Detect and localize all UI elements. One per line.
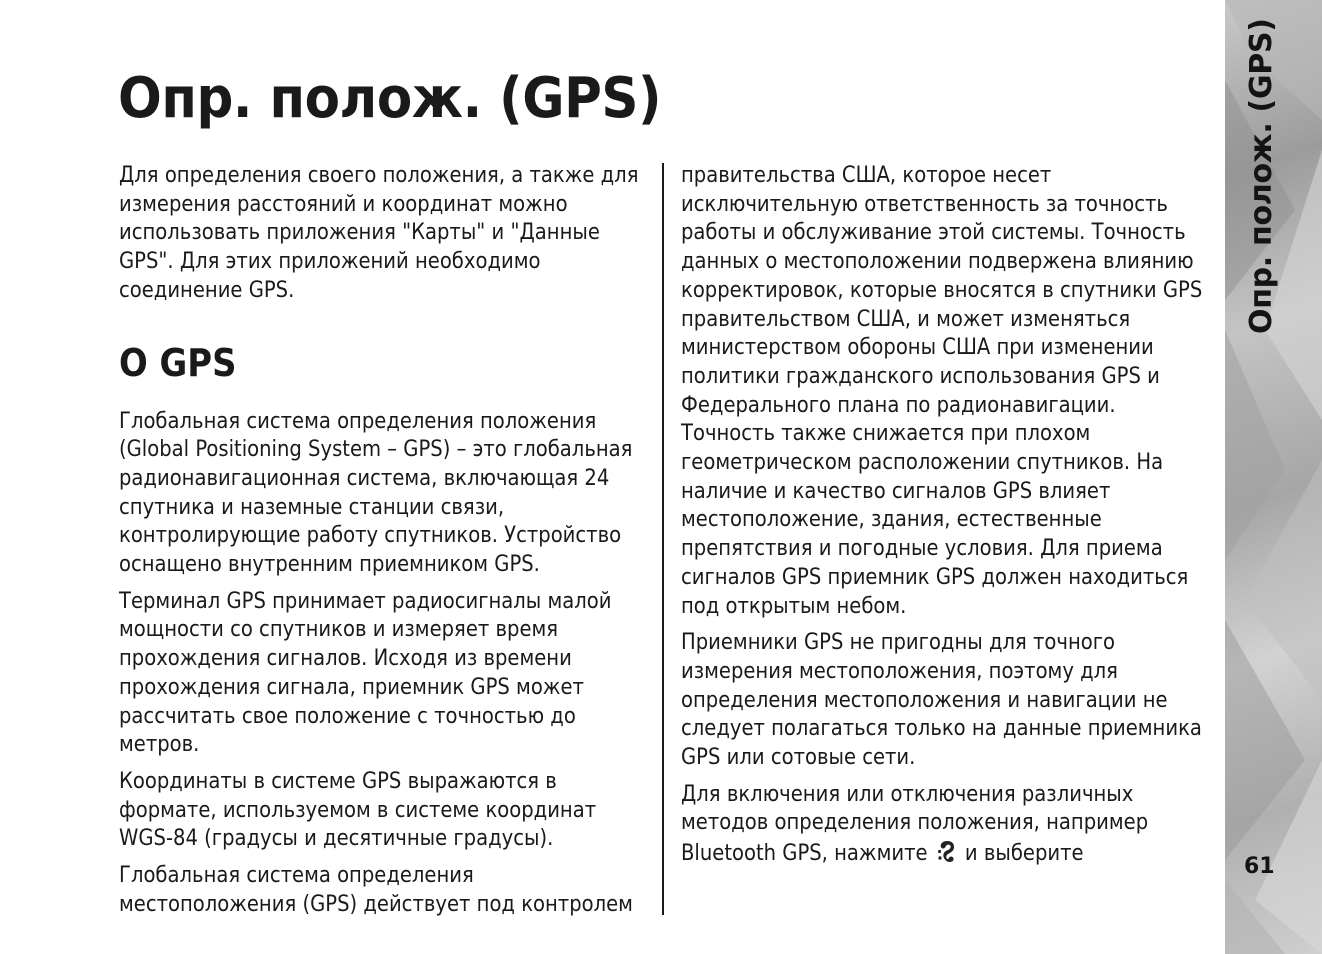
page-number: 61 [1244, 854, 1275, 879]
paragraph-positioning-methods [681, 781, 1206, 869]
paragraph-gps-terminal: Терминал GPS принимает радиосигналы малой мощности со спутников и измеряет время прохождения сигналов. Исходя из времени прохождения сигнала, приемник GPS может рассчитать свое положение с точностью до метров. [119, 588, 612, 758]
right-column [681, 162, 1271, 877]
side-tab-title-text: Опр. полож. (GPS) [1244, 18, 1279, 334]
paragraph-gps-definition: Глобальная система определения положения (Global Positioning System – GPS) – это глобальная радионавигационная система, включающая 24 спутника и наземные станции связи, контролирующие работу спутников. Устройство оснащено внутренним приемником GPS. [119, 408, 633, 578]
page-title: Опр. полож. (GPS) [118, 66, 662, 131]
section-heading: О GPS [119, 340, 237, 385]
menu-key-icon [933, 838, 960, 866]
paragraph-gps-control: Глобальная система определения местоположения (GPS) действует под контролем [119, 863, 633, 917]
positioning-text-after: и выберите [964, 841, 1084, 867]
paragraph-gps-accuracy: правительства США, которое несет исключительную ответственность за точность работы и обслуживание этой системы. Точность данных о местоположении подвержена влиянию корректировок, которые вносятся в спутники GPS правительством США, и может изменяться министерством обороны США при изменении политики гражданского использования GPS и Федерального плана по радионавигации. Точность также снижается при плохом геометрическом расположении спутников. На наличие и качество сигналов GPS влияет местоположение, здания, естественные препятствия и погодные условия. Для приема сигналов GPS приемник GPS должен находиться под открытым небом. [681, 163, 1203, 619]
positioning-text-before: Для включения или отключения различных методов определения положения, например Bluetooth GPS, нажмите [681, 781, 1149, 867]
side-tab-title [1242, 18, 1282, 334]
paragraph-gps-coordinates: Координаты в системе GPS выражаются в формате, используемом в системе координат WGS-84 (градусы и десятичные градусы). [119, 768, 597, 852]
left-column [119, 162, 709, 927]
column-divider [662, 163, 664, 915]
intro-paragraph: Для определения своего положения, а также для измерения расстояний и координат можно использовать приложения "Карты" и "Данные GPS". Для этих приложений необходимо соединение GPS. [119, 163, 639, 303]
paragraph-gps-receivers: Приемники GPS не пригодны для точного измерения местоположения, поэтому для определения местоположения и навигации не следует полагаться только на данные приемника GPS или сотовые сети. [681, 630, 1202, 771]
